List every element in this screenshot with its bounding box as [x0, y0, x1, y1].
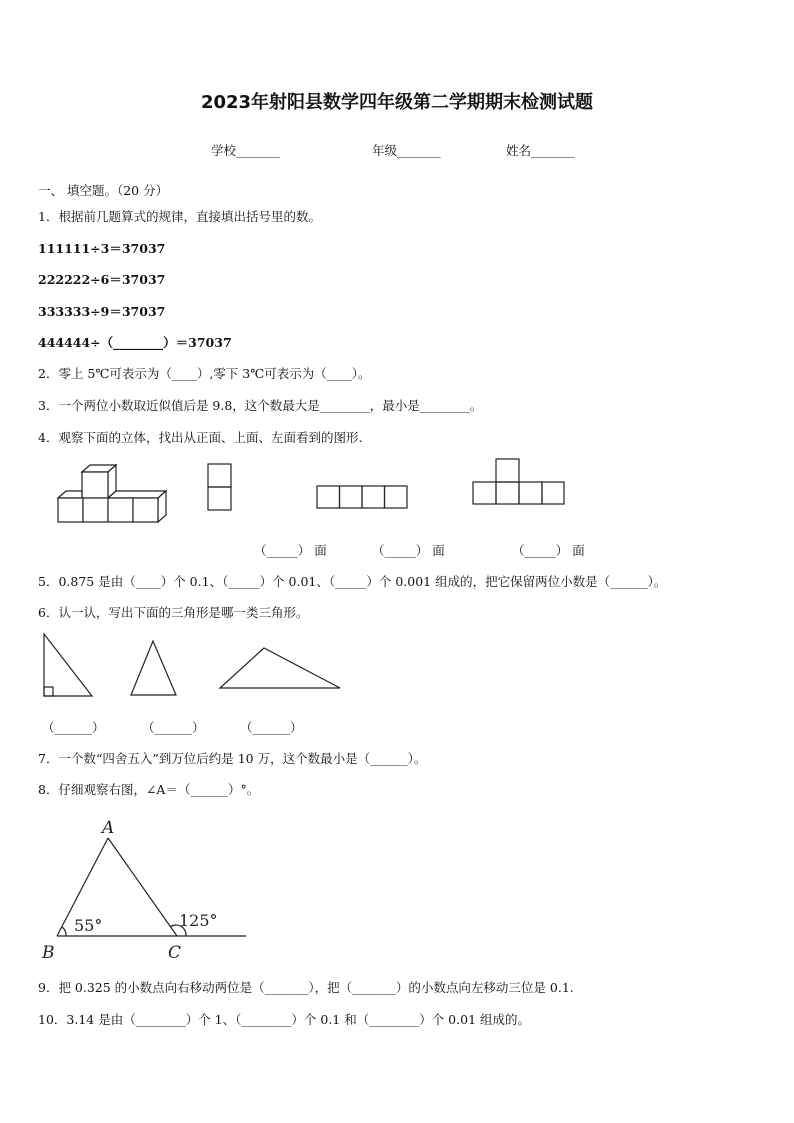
school-field: 学校_______	[211, 143, 280, 158]
vertex-b-label: B	[42, 943, 55, 963]
angle-c-label: 125°	[179, 911, 218, 930]
q1-equation-1: 111111÷3＝37037	[38, 241, 166, 256]
q1-equation-3: 333333÷9＝37037	[38, 304, 166, 319]
section-heading: 一、 填空题。（20 分）	[38, 183, 169, 198]
page-title: 2023年射阳县数学四年级第二学期期末检测试题	[200, 92, 594, 113]
question-1: 1．根据前几题算式的规律，直接填出括号里的数。	[38, 209, 321, 224]
q1-equation-2: 222222÷6＝37037	[38, 272, 166, 287]
question-8: 8．仔细观察右图，∠A＝（______）°。	[38, 782, 260, 797]
question-2: 2．零上 5℃可表示为（____）,零下 3℃可表示为（____）。	[38, 366, 371, 381]
question-3: 3．一个两位小数取近似值后是 9.8，这个数最大是________，最小是________。	[38, 398, 483, 413]
q6-blank-2: （______）	[142, 720, 205, 735]
question-10: 10．3.14 是由（________）个 1、（________）个 0.1 和（________）个 0.01 组成的。	[38, 1012, 530, 1027]
question-6: 6．认一认，写出下面的三角形是哪一类三角形。	[38, 605, 309, 620]
vertex-a-label: A	[102, 818, 115, 838]
question-4: 4．观察下面的立体，找出从正面、上面、左面看到的图形.	[38, 430, 363, 445]
question-7: 7．一个数“四舍五入”到万位后约是 10 万，这个数最小是（______）。	[38, 751, 427, 766]
angle-b-label: 55°	[74, 916, 103, 935]
q6-blank-3: （______）	[240, 720, 303, 735]
name-field: 姓名_______	[506, 143, 575, 158]
q1-equation-4: 444444÷（________）＝37037	[38, 335, 232, 350]
q4-blank-3: （_____） 面	[512, 543, 585, 558]
question-5: 5．0.875 是由（____）个 0.1、（_____）个 0.01、（_____）个 0.001 组成的，把它保留两位小数是（______）。	[38, 574, 667, 589]
q6-blank-1: （______）	[42, 720, 105, 735]
vertex-c-label: C	[168, 943, 182, 963]
question-9: 9．把 0.325 的小数点向右移动两位是（_______），把（_______）的小数点向左移动三位是 0.1.	[38, 980, 574, 995]
q4-blank-1: （_____） 面	[254, 543, 327, 558]
grade-field: 年级_______	[372, 143, 441, 158]
q4-blank-2: （_____） 面	[372, 543, 445, 558]
